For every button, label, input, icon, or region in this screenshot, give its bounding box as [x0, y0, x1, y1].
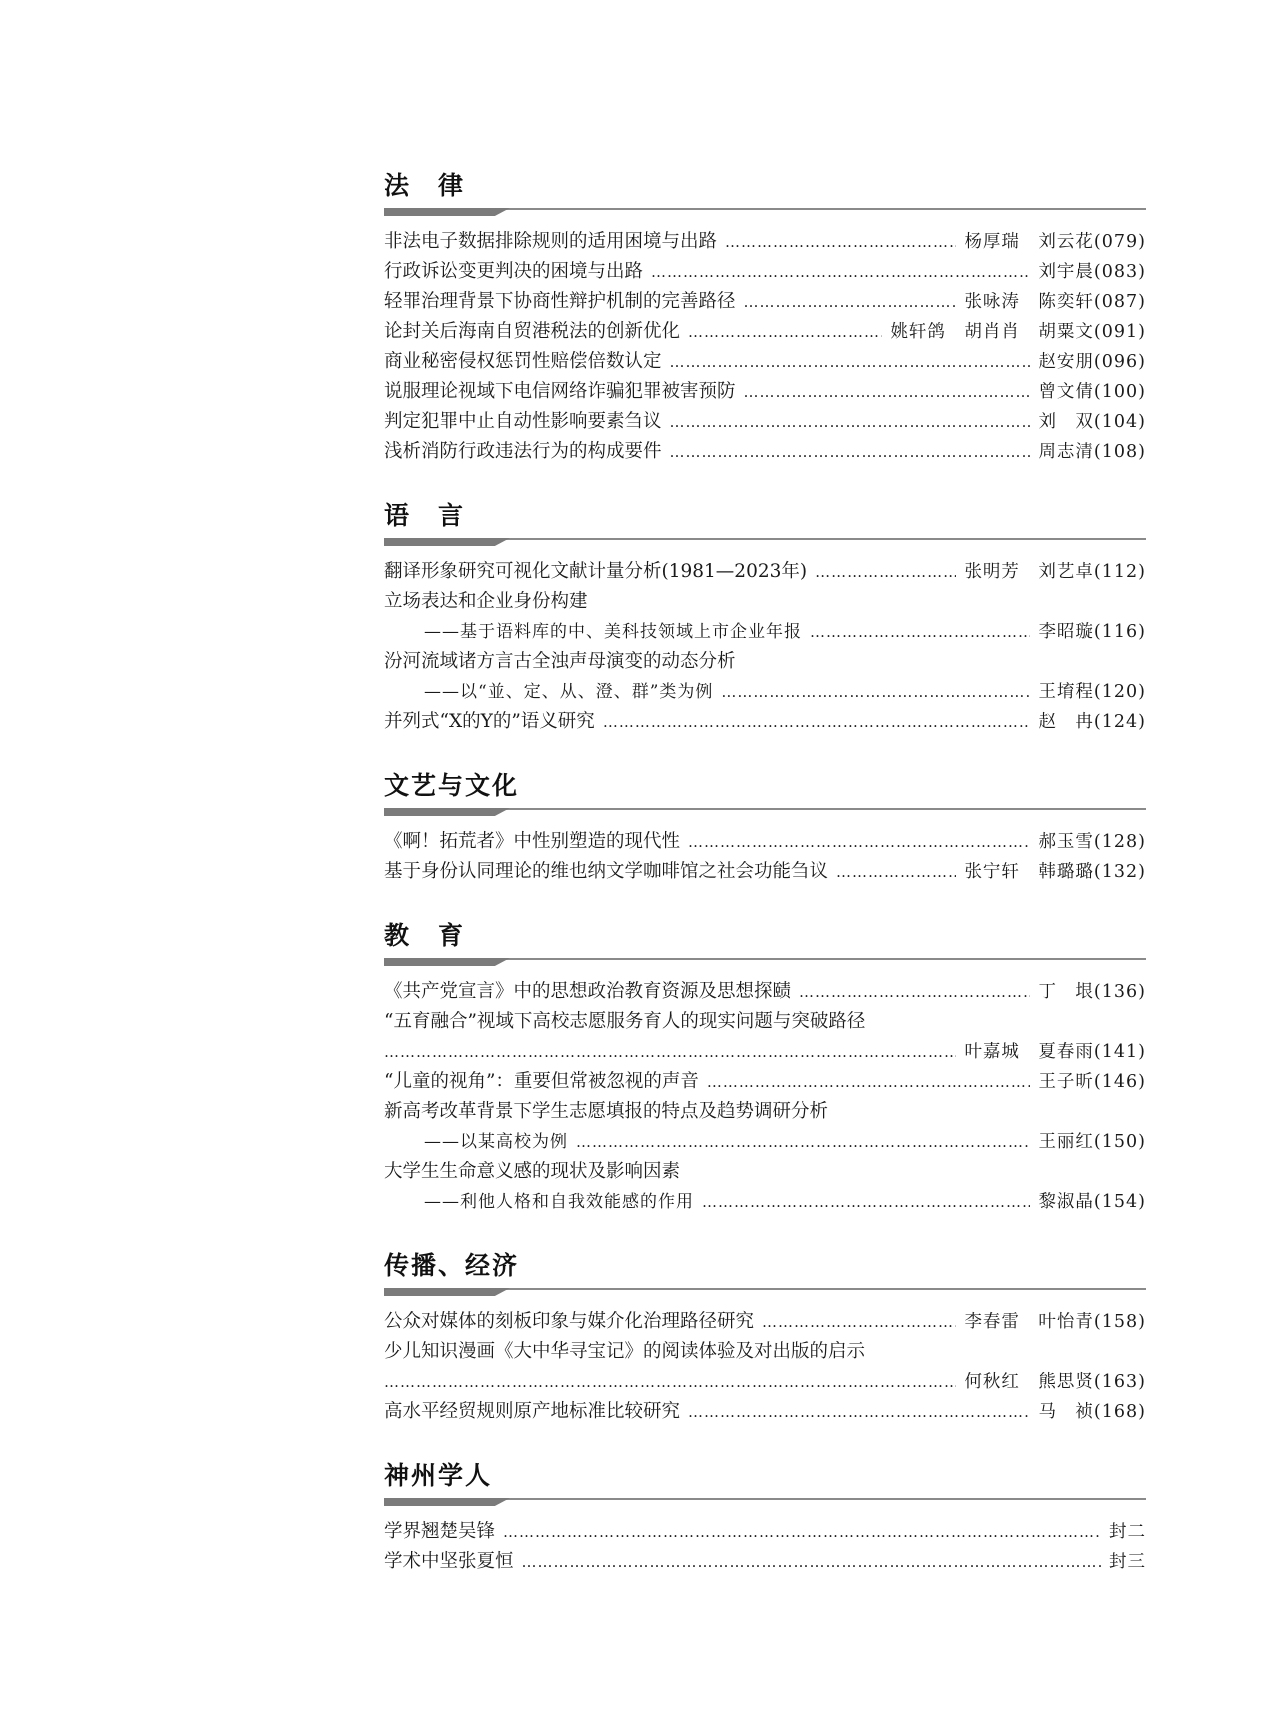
dot-leader — [725, 227, 956, 257]
entry-title: 浅析消防行政违法行为的构成要件 — [384, 441, 662, 462]
toc-entry[interactable] — [384, 1157, 1146, 1187]
toc-section — [384, 918, 1146, 1217]
toc-entry[interactable] — [384, 647, 1146, 677]
entry-title: 少儿知识漫画《大中华寻宝记》的阅读体验及对出版的启示 — [384, 1341, 866, 1362]
entry-title: 行政诉讼变更判决的困境与出路 — [384, 261, 644, 282]
dot-leader — [522, 1547, 1101, 1577]
section-title-rule — [384, 534, 1146, 546]
toc-entry[interactable] — [384, 1547, 1146, 1577]
section-title: 文艺与文化 — [384, 771, 520, 800]
entry-authors-page: 马 祯(168) — [1038, 1402, 1146, 1422]
entry-title: 非法电子数据排除规则的适用困境与出路 — [384, 231, 718, 252]
toc-entry[interactable] — [384, 617, 1146, 647]
dot-leader — [702, 1187, 1030, 1217]
toc-entry[interactable] — [384, 377, 1146, 407]
dot-leader — [670, 407, 1031, 437]
entry-authors-page: 封三 — [1109, 1552, 1146, 1572]
entry-title: 学术中坚张夏恒 — [384, 1551, 514, 1572]
entry-title: ——以某高校为例 — [424, 1132, 568, 1152]
toc-entry[interactable] — [384, 1517, 1146, 1547]
toc-entry[interactable] — [384, 677, 1146, 707]
entry-authors-page: 曾文倩(100) — [1038, 382, 1146, 402]
toc-entry[interactable] — [384, 1307, 1146, 1337]
entry-title: 基于身份认同理论的维也纳文学咖啡馆之社会功能刍议 — [384, 861, 829, 882]
dot-leader — [688, 317, 882, 347]
toc-entry[interactable] — [384, 1127, 1146, 1157]
dot-leader — [721, 677, 1030, 707]
dot-leader — [384, 1037, 956, 1067]
entry-title: ——基于语料库的中、美科技领域上市企业年报 — [424, 622, 802, 642]
toc-entry[interactable] — [384, 1187, 1146, 1217]
entry-authors-page: 郝玉雪(128) — [1038, 832, 1146, 852]
toc-entry[interactable] — [384, 437, 1146, 467]
entry-title: 说服理论视域下电信网络诈骗犯罪被害预防 — [384, 381, 736, 402]
dot-leader — [815, 557, 956, 587]
entry-authors-page: 张咏涛 陈奕轩(087) — [964, 292, 1146, 312]
entry-authors-page: 黎淑晶(154) — [1038, 1192, 1146, 1212]
entry-authors-page: 王丽红(150) — [1038, 1132, 1146, 1152]
entry-title: 论封关后海南自贸港税法的创新优化 — [384, 321, 681, 342]
dot-leader — [384, 1367, 956, 1397]
entry-title: 《共产党宣言》中的思想政治教育资源及思想探赜 — [384, 981, 792, 1002]
toc-entry[interactable] — [384, 1097, 1146, 1127]
entry-title: “五育融合”视域下高校志愿服务育人的现实问题与突破路径 — [384, 1011, 866, 1032]
entry-title: 轻罪治理背景下协商性辩护机制的完善路径 — [384, 291, 736, 312]
entry-authors-page: 叶嘉城 夏春雨(141) — [964, 1042, 1146, 1062]
entry-title: 立场表达和企业身份构建 — [384, 591, 588, 612]
dot-leader — [799, 977, 1030, 1007]
entry-authors-page: 李昭璇(116) — [1038, 622, 1146, 642]
toc-section — [384, 1458, 1146, 1577]
toc-entry[interactable] — [384, 257, 1146, 287]
toc-entry[interactable] — [384, 317, 1146, 347]
dot-leader — [762, 1307, 956, 1337]
section-title-rule — [384, 1494, 1146, 1506]
toc-entry[interactable] — [384, 707, 1146, 737]
dot-leader — [503, 1517, 1101, 1547]
entry-authors-page: 赵安朋(096) — [1038, 352, 1146, 372]
entry-title: ——利他人格和自我效能感的作用 — [424, 1192, 694, 1212]
toc-entry[interactable] — [384, 227, 1146, 257]
toc-entry[interactable] — [384, 347, 1146, 377]
entry-title: 学界翘楚吴锋 — [384, 1521, 496, 1542]
entry-authors-page: 赵 冉(124) — [1038, 712, 1146, 732]
dot-leader — [810, 617, 1030, 647]
entry-authors-page: 刘 双(104) — [1038, 412, 1146, 432]
entry-title: 汾河流域诸方言古全浊声母演变的动态分析 — [384, 651, 736, 672]
toc-section — [384, 1248, 1146, 1427]
dot-leader — [744, 377, 1031, 407]
toc-entry[interactable] — [384, 827, 1146, 857]
toc-entry[interactable] — [384, 1037, 1146, 1067]
entry-title: ——以“並、定、从、澄、群”类为例 — [424, 682, 714, 702]
dot-leader — [688, 1397, 1030, 1427]
dot-leader — [603, 707, 1031, 737]
entry-title: 商业秘密侵权惩罚性赔偿倍数认定 — [384, 351, 662, 372]
entry-title: 公众对媒体的刻板印象与媒介化治理路径研究 — [384, 1311, 755, 1332]
dot-leader — [744, 287, 957, 317]
section-title: 语 言 — [384, 501, 466, 530]
entry-title: 新高考改革背景下学生志愿填报的特点及趋势调研分析 — [384, 1101, 829, 1122]
toc-entry[interactable] — [384, 1067, 1146, 1097]
toc-section — [384, 768, 1146, 887]
toc-entry[interactable] — [384, 587, 1146, 617]
entry-title: 翻译形象研究可视化文献计量分析(1981—2023年) — [384, 561, 808, 582]
entry-authors-page: 张明芳 刘艺卓(112) — [964, 562, 1146, 582]
toc-entry[interactable] — [384, 1367, 1146, 1397]
toc-entry[interactable] — [384, 287, 1146, 317]
entry-authors-page: 周志清(108) — [1038, 442, 1146, 462]
section-title: 神州学人 — [384, 1461, 493, 1490]
section-title: 教 育 — [384, 921, 466, 950]
entry-authors-page: 杨厚瑞 刘云花(079) — [964, 232, 1146, 252]
entry-title: 大学生生命意义感的现状及影响因素 — [384, 1161, 681, 1182]
section-title-rule — [384, 804, 1146, 816]
entry-authors-page: 王子昕(146) — [1038, 1072, 1146, 1092]
dot-leader — [576, 1127, 1030, 1157]
entry-title: “儿童的视角”：重要但常被忽视的声音 — [384, 1071, 699, 1092]
entry-authors-page: 姚轩鸽 胡肖肖 胡粟文(091) — [890, 322, 1146, 342]
dot-leader — [688, 827, 1030, 857]
section-title: 法 律 — [384, 171, 466, 200]
dot-leader — [670, 437, 1031, 467]
entry-authors-page: 王堉程(120) — [1038, 682, 1146, 702]
section-title-rule — [384, 954, 1146, 966]
entry-title: 高水平经贸规则原产地标准比较研究 — [384, 1401, 681, 1422]
toc-entry[interactable] — [384, 857, 1146, 887]
dot-leader — [670, 347, 1031, 377]
toc-entry[interactable] — [384, 1397, 1146, 1427]
entry-title: 判定犯罪中止自动性影响要素刍议 — [384, 411, 662, 432]
entry-title: 并列式“X的Y的”语义研究 — [384, 711, 595, 732]
toc-entry[interactable] — [384, 407, 1146, 437]
dot-leader — [651, 257, 1030, 287]
table-of-contents — [384, 168, 1146, 1608]
entry-authors-page: 张宁轩 韩璐璐(132) — [964, 862, 1146, 882]
entry-title: 《啊！拓荒者》中性别塑造的现代性 — [384, 831, 681, 852]
entry-authors-page: 封二 — [1109, 1522, 1146, 1542]
entry-authors-page: 李春雷 叶怡青(158) — [964, 1312, 1146, 1332]
entry-authors-page: 刘宇晨(083) — [1038, 262, 1146, 282]
toc-section — [384, 498, 1146, 737]
toc-entry[interactable] — [384, 557, 1146, 587]
section-title-rule — [384, 1284, 1146, 1296]
section-title-rule — [384, 204, 1146, 216]
dot-leader — [707, 1067, 1031, 1097]
section-title: 传播、经济 — [384, 1251, 520, 1280]
entry-authors-page: 何秋红 熊思贤(163) — [964, 1372, 1146, 1392]
toc-entry[interactable] — [384, 1007, 1146, 1037]
toc-entry[interactable] — [384, 1337, 1146, 1367]
toc-section — [384, 168, 1146, 467]
toc-entry[interactable] — [384, 977, 1146, 1007]
dot-leader — [836, 857, 956, 887]
entry-authors-page: 丁 垠(136) — [1038, 982, 1146, 1002]
